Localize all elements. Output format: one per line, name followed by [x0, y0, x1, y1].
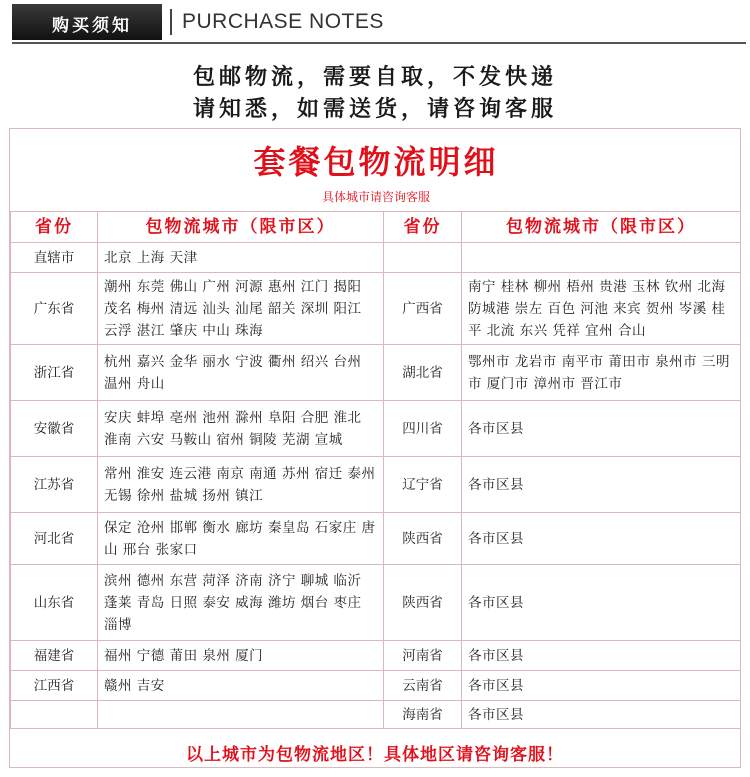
right-cities-cell: 南宁 桂林 柳州 梧州 贵港 玉林 钦州 北海 防城港 崇左 百色 河池 来宾 贺州 岑溪 桂平 北流 东兴 凭祥 宜州 合山 [462, 273, 741, 345]
left-cities-cell: 福州 宁德 莆田 泉州 厦门 [98, 641, 384, 671]
banner-divider [170, 9, 172, 35]
table-row [11, 401, 741, 457]
right-cities-cell: 各市区县 [462, 401, 741, 457]
left-province-cell: 福建省 [11, 641, 98, 671]
table-row [11, 641, 741, 671]
right-cities-cell [462, 243, 741, 273]
right-province-cell: 云南省 [384, 671, 462, 701]
right-cities-cell: 鄂州市 龙岩市 南平市 莆田市 泉州市 三明市 厦门市 漳州市 晋江市 [462, 345, 741, 401]
table-row [11, 671, 741, 701]
table-row [11, 345, 741, 401]
header-cities-right: 包物流城市（限市区） [462, 212, 741, 243]
header-province-left: 省份 [11, 212, 98, 243]
left-province-cell: 江西省 [11, 671, 98, 701]
left-cities-cell: 北京 上海 天津 [98, 243, 384, 273]
table-row [11, 701, 741, 729]
right-cities-cell: 各市区县 [462, 565, 741, 641]
left-province-cell: 江苏省 [11, 457, 98, 513]
banner-cn-title: 购买须知 [52, 16, 132, 36]
right-province-cell: 四川省 [384, 401, 462, 457]
header-province-right: 省份 [384, 212, 462, 243]
right-province-cell: 广西省 [384, 273, 462, 345]
right-cities-cell: 各市区县 [462, 513, 741, 565]
left-province-cell: 直辖市 [11, 243, 98, 273]
right-province-cell: 湖北省 [384, 345, 462, 401]
right-cities-cell: 各市区县 [462, 701, 741, 729]
banner-underline [12, 42, 746, 44]
left-cities-cell [98, 701, 384, 729]
left-province-cell: 安徽省 [11, 401, 98, 457]
logistics-table-panel [9, 128, 741, 768]
table-row [11, 243, 741, 273]
left-cities-cell: 常州 淮安 连云港 南京 南通 苏州 宿迁 泰州 无锡 徐州 盐城 扬州 镇江 [98, 457, 384, 513]
table-row [11, 457, 741, 513]
left-province-cell: 浙江省 [11, 345, 98, 401]
left-cities-cell: 潮州 东莞 佛山 广州 河源 惠州 江门 揭阳 茂名 梅州 清远 汕头 汕尾 韶关 深圳 阳江 云浮 湛江 肇庆 中山 珠海 [98, 273, 384, 345]
right-province-cell: 陕西省 [384, 565, 462, 641]
table-row [11, 513, 741, 565]
notice-line-1: 包邮物流，需要自取，不发快递 [192, 65, 557, 90]
left-cities-cell: 滨州 德州 东营 菏泽 济南 济宁 聊城 临沂 蓬莱 青岛 日照 泰安 威海 潍坊 烟台 枣庄 淄博 [98, 565, 384, 641]
notice-line-2: 请知悉，如需送货，请咨询客服 [192, 97, 557, 122]
table-row [11, 565, 741, 641]
right-province-cell: 河南省 [384, 641, 462, 671]
right-province-cell: 陕西省 [384, 513, 462, 565]
right-province-cell: 海南省 [384, 701, 462, 729]
header-cities-left: 包物流城市（限市区） [98, 212, 384, 243]
table-title: 套餐包物流明细 [253, 143, 499, 181]
left-cities-cell: 赣州 吉安 [98, 671, 384, 701]
table-row [11, 273, 741, 345]
logistics-table [10, 211, 741, 729]
left-cities-cell: 安庆 蚌埠 亳州 池州 滁州 阜阳 合肥 淮北 淮南 六安 马鞍山 宿州 铜陵 芜湖 宣城 [98, 401, 384, 457]
right-province-cell [384, 243, 462, 273]
left-cities-cell: 保定 沧州 邯郸 衡水 廊坊 秦皇岛 石家庄 唐山 邢台 张家口 [98, 513, 384, 565]
left-province-cell: 山东省 [11, 565, 98, 641]
left-province-cell: 河北省 [11, 513, 98, 565]
right-cities-cell: 各市区县 [462, 457, 741, 513]
right-cities-cell: 各市区县 [462, 641, 741, 671]
left-province-cell: 广东省 [11, 273, 98, 345]
table-footer-note: 以上城市为包物流地区！具体地区请咨询客服！ [186, 745, 564, 765]
banner-en-title: PURCHASE NOTES [182, 10, 384, 33]
left-province-cell [11, 701, 98, 729]
left-cities-cell: 杭州 嘉兴 金华 丽水 宁波 衢州 绍兴 台州 温州 舟山 [98, 345, 384, 401]
table-header-row [11, 212, 741, 243]
purchase-notes-banner [0, 4, 750, 40]
right-province-cell: 辽宁省 [384, 457, 462, 513]
right-cities-cell: 各市区县 [462, 671, 741, 701]
table-subtitle: 具体城市请咨询客服 [321, 190, 430, 204]
